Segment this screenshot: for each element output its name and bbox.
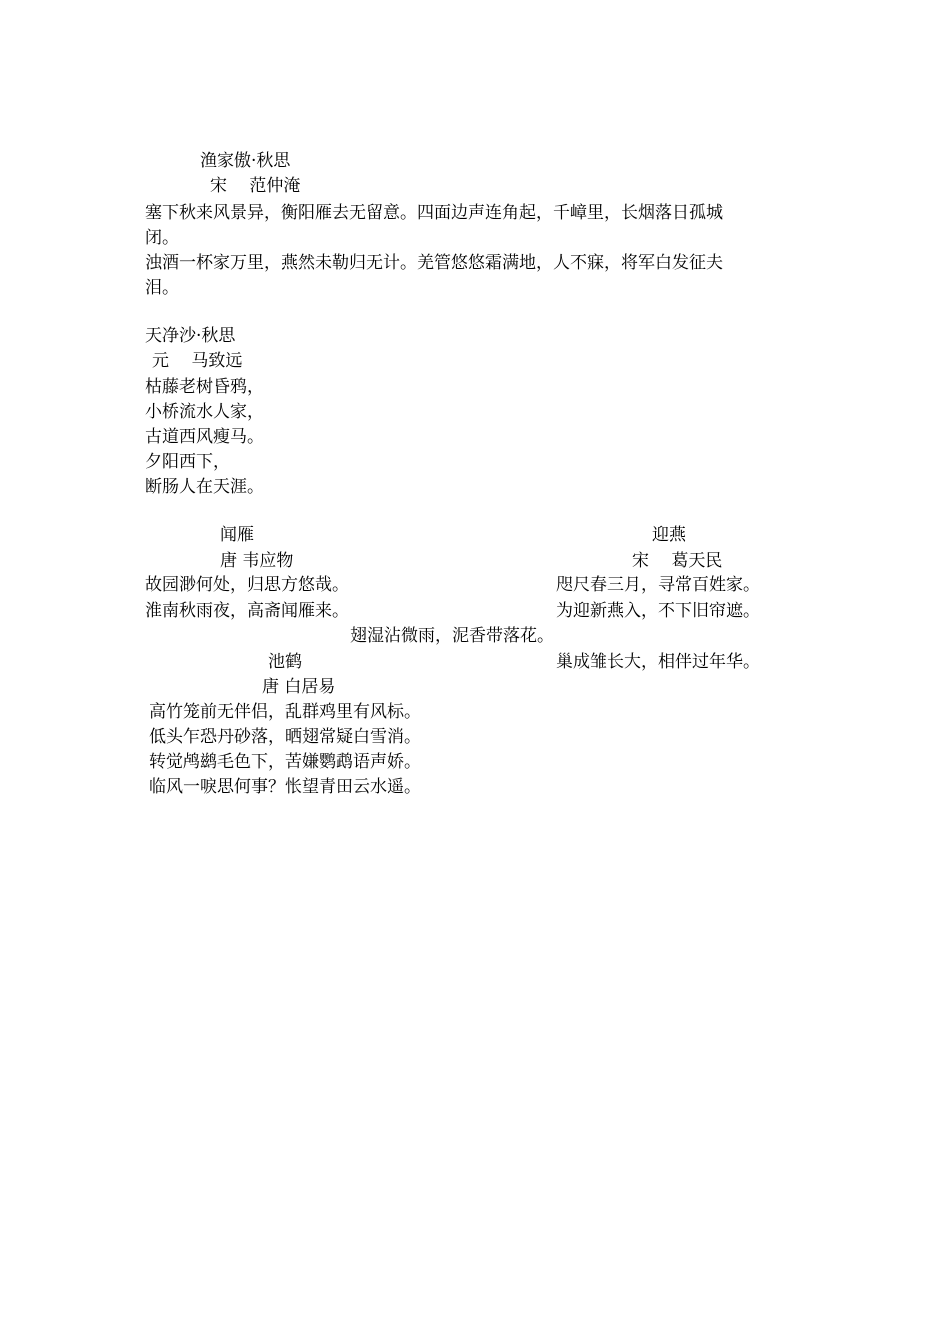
poem-author: 唐 白居易 xyxy=(262,677,336,697)
poem-author: 唐 韦应物 xyxy=(220,551,294,571)
poem-line: 塞下秋来风景异，衡阳雁去无留意。四面边声连角起，千嶂里，长烟落日孤城 xyxy=(145,203,723,223)
poem-title: 迎燕 xyxy=(652,525,686,545)
poem-line: 枯藤老树昏鸦， xyxy=(145,377,264,397)
poem-line: 翅湿沾微雨，泥香带落花。 xyxy=(350,626,554,646)
poem-title: 天净沙·秋思 xyxy=(145,326,236,346)
poem-title: 池鹤 xyxy=(268,652,302,672)
poem-line: 断肠人在天涯。 xyxy=(145,477,264,497)
poem-line: 小桥流水人家， xyxy=(145,402,264,422)
poem-line: 夕阳西下， xyxy=(145,452,230,472)
poem-line: 转觉鸬鹚毛色下，苦嫌鹦鹉语声娇。 xyxy=(149,752,421,772)
poem-line: 闭。 xyxy=(145,228,179,248)
poem-line: 巢成雏长大，相伴过年华。 xyxy=(556,652,760,672)
poem-line: 高竹笼前无伴侣，乱群鸡里有风标。 xyxy=(149,702,421,722)
poem-line: 临风一唳思何事？怅望青田云水遥。 xyxy=(149,777,421,797)
poem-line: 淮南秋雨夜，高斋闻雁来。 xyxy=(145,601,349,621)
poem-author: 宋 葛天民 xyxy=(632,551,723,571)
poem-title: 闻雁 xyxy=(220,525,254,545)
poem-line: 为迎新燕入，不下旧帘遮。 xyxy=(556,601,760,621)
poem-line: 咫尺春三月，寻常百姓家。 xyxy=(556,575,760,595)
poem-line: 泪。 xyxy=(145,278,179,298)
poem-line: 古道西风瘦马。 xyxy=(145,427,264,447)
poem-author: 宋 范仲淹 xyxy=(210,176,301,196)
poem-line: 浊酒一杯家万里，燕然未勒归无计。羌管悠悠霜满地，人不寐，将军白发征夫 xyxy=(145,253,723,273)
poem-line: 低头乍恐丹砂落，晒翅常疑白雪消。 xyxy=(149,727,421,747)
poem-author: 元 马致远 xyxy=(152,351,243,371)
poem-title: 渔家傲·秋思 xyxy=(200,151,291,171)
poem-line: 故园渺何处，归思方悠哉。 xyxy=(145,575,349,595)
